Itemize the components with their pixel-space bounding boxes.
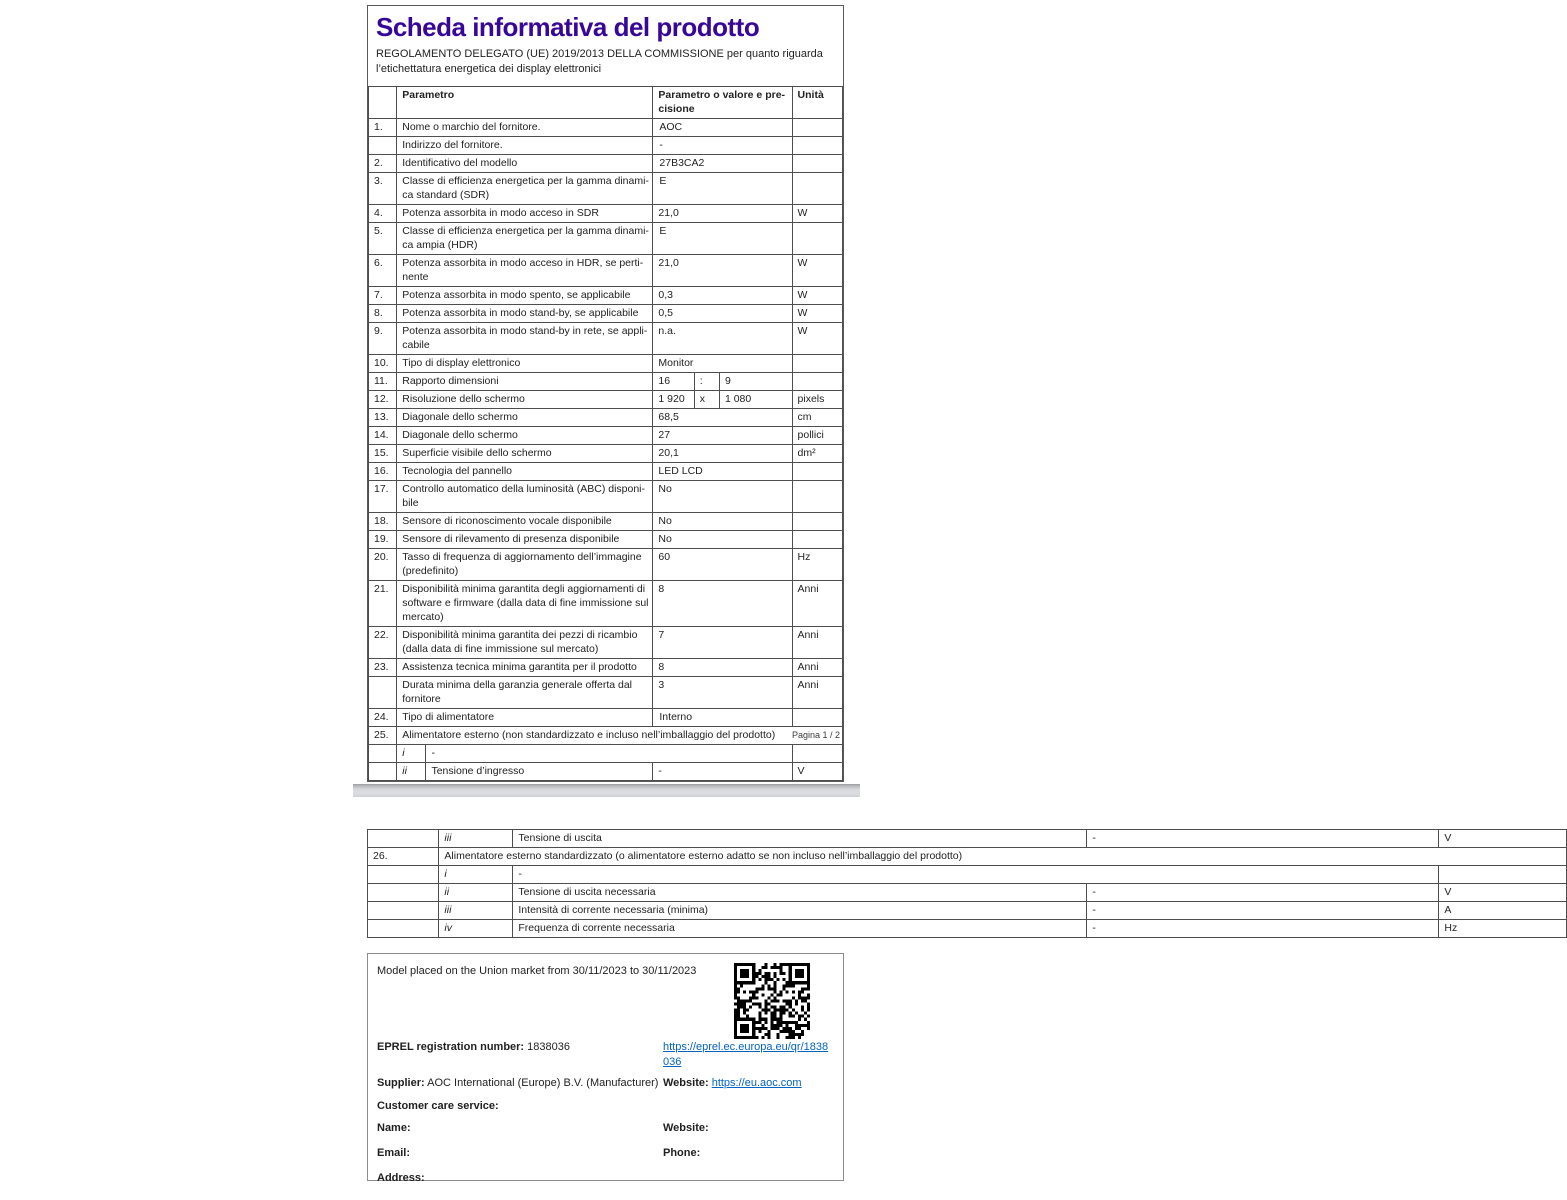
row-value: 8 [653, 659, 792, 677]
row-value: Monitor [653, 355, 792, 373]
row-parameter: Disponibilità minima garantita dei pezzi di ricambio (dalla data di fine immissione sul mercato) [397, 627, 653, 659]
table-row [369, 409, 843, 427]
row-number: 18. [369, 513, 397, 531]
supplier-website-link[interactable]: https://eu.aoc.com [711, 1077, 802, 1089]
row-value: 21,0 [653, 255, 792, 287]
row-number [368, 920, 439, 938]
row-parameter: Tensione d’ingresso [426, 763, 653, 781]
row-number: 12. [369, 391, 397, 409]
table-row [369, 581, 843, 627]
row-unit [792, 119, 842, 137]
eprel-footer-box [367, 953, 844, 1184]
page1-table-body [369, 119, 843, 781]
row-parameter: Durata minima della garanzia generale offerta dal fornitore [397, 677, 653, 709]
row-parameter: Tecnologia del pannello [397, 463, 653, 481]
row-number: 6. [369, 255, 397, 287]
row-unit [792, 531, 842, 549]
row-unit: W [792, 255, 842, 287]
row-subindex: iv [439, 920, 513, 938]
row-value: No [653, 481, 792, 513]
name-label: Name: [377, 1122, 411, 1134]
row-unit: V [1439, 830, 1567, 848]
row-number: 7. [369, 287, 397, 305]
table-row [369, 355, 843, 373]
table-row [369, 137, 843, 155]
table-row [369, 627, 843, 659]
table-row [369, 305, 843, 323]
email-label: Email: [377, 1147, 411, 1159]
row-unit: V [792, 763, 842, 781]
row-parameter: Potenza assorbita in modo stand-by in rete, se applicabile [397, 323, 653, 355]
row-parameter: Risoluzione dello schermo [397, 391, 653, 409]
row-number: 4. [369, 205, 397, 223]
table-row [368, 902, 1567, 920]
row-number: 3. [369, 173, 397, 205]
row-unit [792, 745, 842, 763]
row-unit [792, 155, 842, 173]
table-row [369, 427, 843, 445]
row-parameter: Classe di efficienza energetica per la gamma dinamica standard (SDR) [397, 173, 653, 205]
row-value-b: 1 080 [719, 391, 792, 409]
row-number: 23. [369, 659, 397, 677]
header-parameter: Parametro [397, 87, 653, 119]
row-subindex: i [439, 866, 513, 884]
row-value-a: 16 [653, 373, 694, 391]
eprel-registration-value: 1838036 [527, 1041, 570, 1053]
page-title: Scheda informativa del prodotto [376, 12, 760, 42]
row-number: 13. [369, 409, 397, 427]
row-subindex: ii [439, 884, 513, 902]
table-row [369, 323, 843, 355]
row-parameter: Sensore di riconoscimento vocale disponibile [397, 513, 653, 531]
row-value: 68,5 [653, 409, 792, 427]
table-row [369, 445, 843, 463]
row-unit [1439, 866, 1567, 884]
table-row [369, 745, 843, 763]
row-value: No [653, 513, 792, 531]
table-row [368, 830, 1567, 848]
row-unit [792, 137, 842, 155]
row-unit: Anni [792, 659, 842, 677]
phone-label: Phone: [663, 1147, 701, 1159]
parameters-table [368, 86, 843, 781]
row-unit: V [1439, 884, 1567, 902]
row-number: 14. [369, 427, 397, 445]
row-unit: cm [792, 409, 842, 427]
row-value-separator: x [694, 391, 719, 409]
row-subindex: i [397, 745, 426, 763]
row-value: 21,0 [653, 205, 792, 223]
row-parameter: Superficie visibile dello schermo [397, 445, 653, 463]
table-row [369, 255, 843, 287]
table-row [369, 677, 843, 709]
table-row [369, 531, 843, 549]
row-value: - [653, 137, 792, 155]
row-value: 27B3CA2 [653, 155, 792, 173]
row-parameter: Indirizzo del fornitore. [397, 137, 653, 155]
row-unit [792, 709, 842, 727]
row-value: E [653, 223, 792, 255]
row-subindex: iii [439, 830, 513, 848]
row-value-a: 1 920 [653, 391, 694, 409]
email-row [377, 1146, 834, 1161]
row-unit: A [1439, 902, 1567, 920]
row-unit: W [792, 287, 842, 305]
qr-code [734, 963, 810, 1039]
address-row [377, 1171, 834, 1186]
row-unit [792, 481, 842, 513]
row-unit: W [792, 305, 842, 323]
row-unit: Anni [792, 677, 842, 709]
eprel-qr-link[interactable]: https://eprel.ec.europa.eu/qr/1838036 [663, 1041, 829, 1068]
row-number [368, 884, 439, 902]
row-unit [792, 173, 842, 205]
row-parameter: Potenza assorbita in modo stand-by, se applicabile [397, 305, 653, 323]
row-parameter: Nome o marchio del fornitore. [397, 119, 653, 137]
page2-table-body [368, 830, 1567, 938]
table-row [369, 119, 843, 137]
row-number: 10. [369, 355, 397, 373]
row-value: No [653, 531, 792, 549]
row-parameter: Tensione di uscita necessaria [513, 884, 1087, 902]
row-value: - [1087, 902, 1439, 920]
row-unit [792, 223, 842, 255]
row-value: 8 [653, 581, 792, 627]
supplier-value: AOC International (Europe) B.V. (Manufacturer) [427, 1077, 659, 1089]
row-parameter: Intensità di corrente necessaria (minima) [513, 902, 1087, 920]
row-parameter: Sensore di rilevamento di presenza disponibile [397, 531, 653, 549]
table-row [369, 287, 843, 305]
row-parameter: Tensione di uscita [513, 830, 1087, 848]
row-number: 15. [369, 445, 397, 463]
row-value: E [653, 173, 792, 205]
row-value: 60 [653, 549, 792, 581]
address-label: Address: [377, 1172, 425, 1184]
row-unit: W [792, 323, 842, 355]
website-label: Website: [663, 1077, 709, 1089]
table-row [369, 173, 843, 205]
row-merged-value: - [513, 866, 1439, 884]
row-parameter: Potenza assorbita in modo acceso in HDR, se pertinente [397, 255, 653, 287]
row-number: 16. [369, 463, 397, 481]
table-row [369, 481, 843, 513]
row-value: - [1087, 920, 1439, 938]
model-market-line: Model placed on the Union market from 30/11/2023 to 30/11/2023 [377, 965, 697, 977]
row-number [368, 830, 439, 848]
row-value: - [1087, 830, 1439, 848]
row-merged-value: - [426, 745, 792, 763]
table-row [369, 155, 843, 173]
row-number: 20. [369, 549, 397, 581]
row-parameter: Frequenza di corrente necessaria [513, 920, 1087, 938]
row-parameter: Tasso di frequenza di aggiornamento dell’immagine (predefinito) [397, 549, 653, 581]
row-parameter: Classe di efficienza energetica per la gamma dinamica ampia (HDR) [397, 223, 653, 255]
row-number: 19. [369, 531, 397, 549]
row-unit: dm² [792, 445, 842, 463]
page-break-separator [353, 784, 860, 797]
row-number: 5. [369, 223, 397, 255]
row-number: 1. [369, 119, 397, 137]
row-value: Interno [653, 709, 792, 727]
table-row [369, 205, 843, 223]
row-number [369, 677, 397, 709]
row-parameter-span: Alimentatore esterno standardizzato (o alimentatore esterno adatto se non incluso nell’imballaggio del prodotto) [439, 848, 1567, 866]
row-unit [792, 355, 842, 373]
table-row [369, 763, 843, 781]
row-number: 24. [369, 709, 397, 727]
table-row [369, 549, 843, 581]
row-unit: Hz [1439, 920, 1567, 938]
row-number [369, 137, 397, 155]
table-row [368, 920, 1567, 938]
table-row [368, 866, 1567, 884]
row-value-separator: : [694, 373, 719, 391]
row-number: 8. [369, 305, 397, 323]
table-row [369, 513, 843, 531]
row-parameter-span: Alimentatore esterno (non standardizzato e incluso nell’imballaggio del prodotto) [397, 727, 843, 745]
table-row [369, 373, 843, 391]
row-value: - [653, 763, 792, 781]
eprel-registration-row [377, 1040, 834, 1068]
row-number [368, 866, 439, 884]
table-row [369, 709, 843, 727]
row-parameter: Tipo di alimentatore [397, 709, 653, 727]
row-unit: pixels [792, 391, 842, 409]
row-parameter: Diagonale dello schermo [397, 409, 653, 427]
row-number: 22. [369, 627, 397, 659]
table-row [369, 659, 843, 677]
page-number-label: Pagina 1 / 2 [791, 730, 840, 740]
row-unit [792, 463, 842, 481]
row-number: 21. [369, 581, 397, 627]
row-parameter: Assistenza tecnica minima garantita per il prodotto [397, 659, 653, 677]
supplier-row [377, 1076, 834, 1091]
row-value-b: 9 [719, 373, 792, 391]
parameters-table-page2 [367, 829, 1567, 938]
row-unit [792, 373, 842, 391]
table-row [368, 884, 1567, 902]
row-value: 0,3 [653, 287, 792, 305]
row-unit [792, 513, 842, 531]
product-sheet-page1 [367, 5, 844, 782]
row-parameter: Identificativo del modello [397, 155, 653, 173]
row-subindex: ii [397, 763, 426, 781]
row-value: 7 [653, 627, 792, 659]
row-number: 9. [369, 323, 397, 355]
row-unit: Anni [792, 581, 842, 627]
row-parameter: Controllo automatico della luminosità (ABC) disponibile [397, 481, 653, 513]
header-number-cell [369, 87, 397, 119]
row-number [369, 763, 397, 781]
table-header-row [369, 87, 843, 119]
website2-label: Website: [663, 1122, 709, 1134]
table-row [369, 223, 843, 255]
row-number: 2. [369, 155, 397, 173]
row-unit: Anni [792, 627, 842, 659]
table-row [369, 391, 843, 409]
header-value: Parametro o valore e precisione [653, 87, 792, 119]
row-number: 26. [368, 848, 439, 866]
customer-care-label: Customer care service: [377, 1100, 499, 1112]
table-row [369, 463, 843, 481]
row-value: 20,1 [653, 445, 792, 463]
row-value: 0,5 [653, 305, 792, 323]
row-value: AOC [653, 119, 792, 137]
row-number: 25. [369, 727, 397, 745]
row-number: 17. [369, 481, 397, 513]
row-unit: W [792, 205, 842, 223]
name-row [377, 1121, 834, 1136]
row-number [369, 745, 397, 763]
row-number [368, 902, 439, 920]
row-parameter: Disponibilità minima garantita degli aggiornamenti di software e firmware (dalla data di fine immissione sul mercato) [397, 581, 653, 627]
row-value: 27 [653, 427, 792, 445]
table-row [368, 848, 1567, 866]
row-value: - [1087, 884, 1439, 902]
row-parameter: Rapporto dimensioni [397, 373, 653, 391]
customer-care-row [377, 1099, 834, 1114]
row-parameter: Tipo di display elettronico [397, 355, 653, 373]
row-parameter: Potenza assorbita in modo spento, se applicabile [397, 287, 653, 305]
row-subindex: iii [439, 902, 513, 920]
row-parameter: Diagonale dello schermo [397, 427, 653, 445]
row-unit: Hz [792, 549, 842, 581]
row-unit: pollici [792, 427, 842, 445]
row-parameter: Potenza assorbita in modo acceso in SDR [397, 205, 653, 223]
eprel-registration-label: EPREL registration number: [377, 1041, 525, 1053]
row-value: LED LCD [653, 463, 792, 481]
regulation-subtitle: REGOLAMENTO DELEGATO (UE) 2019/2013 DELLA COMMISSIONE per quanto riguarda l’etichettatura energetica dei display elettronici [376, 48, 823, 75]
row-value: 3 [653, 677, 792, 709]
row-number: 11. [369, 373, 397, 391]
supplier-label: Supplier: [377, 1077, 425, 1089]
row-value: n.a. [653, 323, 792, 355]
header-unit: Unità [792, 87, 842, 119]
